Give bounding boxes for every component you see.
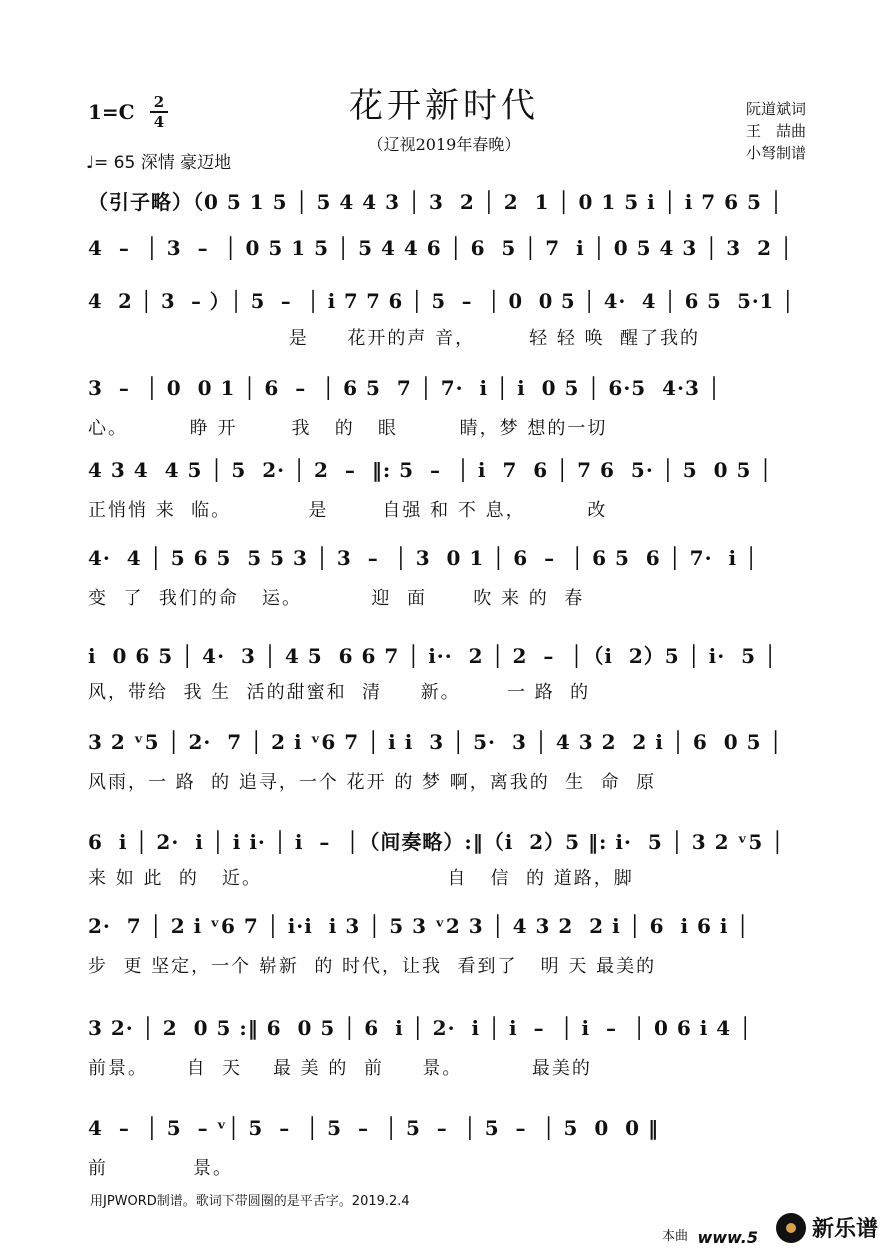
- score-line: [88, 546, 808, 636]
- footer-note: 用JPWORD制谱。歌词下带圆圈的是平舌字。2019.2.4: [90, 1194, 410, 1209]
- lyrics-row: 前 景。: [88, 1158, 233, 1179]
- lyrics-row: 前景。 自 天 最 美 的 前 景。 最美的: [88, 1058, 592, 1079]
- lyricist: 阮道斌词: [745, 100, 806, 118]
- notation-row: i 0 6 5 │ 4· 3 │ 4 5 6 6 7 │ i·· 2 │ 2 – │（i 2）5 │ i· 5 │: [88, 644, 778, 668]
- record-disc-icon: [776, 1213, 806, 1243]
- tempo-marking: ♩= 65 深情 豪迈地: [86, 153, 232, 173]
- lyrics-row: 心。 睁 开 我 的 眼 睛，梦 想的一切: [88, 418, 608, 439]
- song-title: 花开新时代: [349, 86, 539, 126]
- lyrics-row: 步 更 坚定，一个 崭新 的 时代，让我 看到了 明 天 最美的: [88, 956, 657, 977]
- credits: [746, 98, 806, 164]
- time-signature-top: 2: [153, 93, 165, 111]
- time-signature: [150, 94, 168, 130]
- score-line: [88, 730, 808, 820]
- notation-row: （引子略）（0 5 1 5 │ 5 4 4 3 │ 3 2 │ 2 1 │ 0 1 5 i │ i 7 6 5 │: [88, 190, 783, 214]
- song-subtitle: （辽视2019年春晚）: [367, 135, 521, 154]
- score-line: [88, 826, 808, 916]
- score-line: [88, 1016, 808, 1106]
- lyrics-row: 风雨，一 路 的 追寻，一个 花开 的 梦 啊，离我的 生 命 原: [88, 772, 657, 793]
- lyrics-row: 变 了 我们的命 运。 迎 面 吹 来 的 春: [88, 588, 585, 609]
- notation-row: 4 – │ 3 – │ 0 5 1 5 │ 5 4 4 6 │ 6 5 │ 7 i │ 0 5 4 3 │ 3 2 │: [88, 236, 793, 260]
- notation-row: 4 2 │ 3 – ）│ 5 – │ i 7 7 6 │ 5 – │ 0 0 5 │ 4· 4 │ 6 5 5·1 │: [88, 290, 795, 313]
- site-logo: [776, 1212, 878, 1243]
- notation-row: 4· 4 │ 5 6 5 5 5 3 │ 3 – │ 3 0 1 │ 6 – │ 6 5 6 │ 7· i │: [88, 546, 759, 570]
- notation-row: 4 3 4 4 5 │ 5 2· │ 2 – ‖: 5 – │ i 7 6 │ 7 6 5· │ 5 0 5 │: [88, 458, 773, 482]
- score-line: [88, 914, 808, 1004]
- notation-row: 2· 7 │ 2 i ᵛ6 7 │ i·i i 3 │ 5 3 ᵛ2 3 │ 4 3 2 2 i │ 6 i 6 i │: [88, 914, 750, 938]
- notation-row: 6 i │ 2· i │ i i· │ i – │（间奏略）:‖（i 2）5 ‖: i· 5 │ 3 2 ᵛ5 │: [88, 830, 785, 854]
- copyright-hint: 本曲: [661, 1229, 688, 1244]
- notation-row: 4 – │ 5 – ᵛ│ 5 – │ 5 – │ 5 – │ 5 – │ 5 0 0 ‖: [88, 1116, 660, 1140]
- key-signature: 1=C: [88, 100, 135, 124]
- notation-row: 3 – │ 0 0 1 │ 6 – │ 6 5 7 │ 7· i │ i 0 5 │ 6·5 4·3 │: [88, 376, 721, 400]
- score-line: [88, 286, 808, 376]
- lyrics-row: 来 如 此 的 近。 自 信 的 道路，脚: [88, 868, 634, 889]
- score-line: [88, 458, 808, 548]
- time-signature-bottom: 4: [153, 113, 165, 131]
- lyrics-row: 正悄悄 来 临。 是 自强 和 不 息， 改: [88, 500, 608, 521]
- logo-text: 新乐谱: [811, 1217, 878, 1242]
- score-line: [88, 640, 808, 730]
- notation-row: 3 2· │ 2 0 5 :‖ 6 0 5 │ 6 i │ 2· i │ i – │ i – │ 0 6 i 4 │: [88, 1016, 753, 1040]
- lyrics-row: 风，带给 我 生 活的甜蜜和 清 新。 一 路 的: [88, 682, 591, 703]
- lyrics-row: 是 花开的声 音， 轻 轻 唤 醒了我的: [88, 328, 701, 349]
- arranger: 小弩制谱: [745, 144, 806, 162]
- notation-row: 3 2 ᵛ5 │ 2· 7 │ 2 i ᵛ6 7 │ i i 3 │ 5· 3 │ 4 3 2 2 i │ 6 0 5 │: [88, 730, 783, 754]
- composer: 王 喆曲: [745, 122, 806, 140]
- score-line: [88, 376, 808, 466]
- site-url[interactable]: www.5: [697, 1228, 758, 1247]
